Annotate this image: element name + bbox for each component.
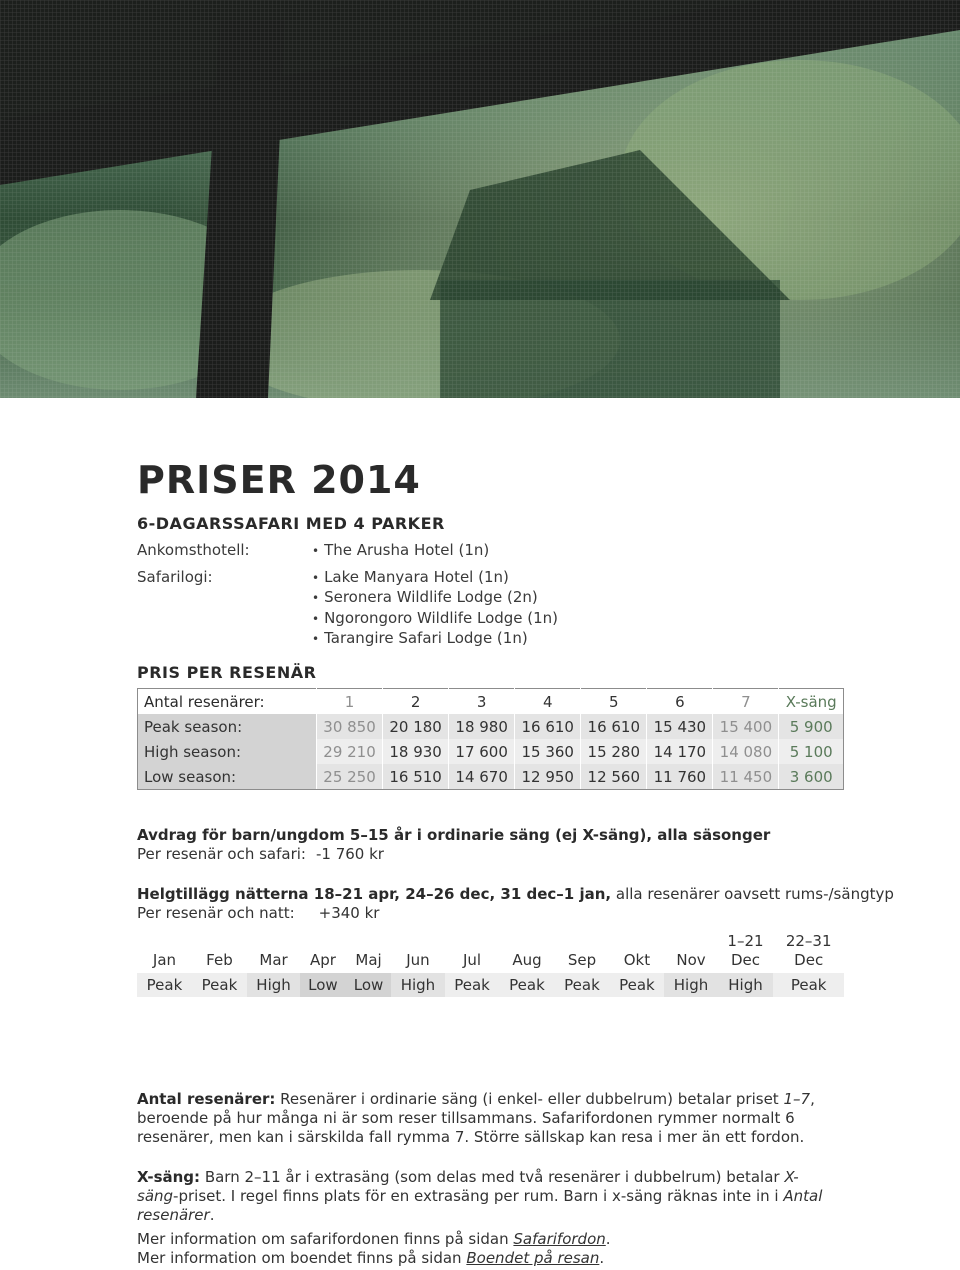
footer-text: .	[209, 1206, 215, 1224]
month-name: Dec	[730, 951, 760, 969]
table-cell: 20 180	[383, 714, 449, 739]
month-name: Apr	[309, 951, 336, 969]
month-header	[247, 928, 300, 973]
month-header	[718, 928, 774, 973]
lodges-row	[137, 568, 737, 650]
month-name: Jan	[152, 951, 177, 969]
month-header	[391, 928, 444, 973]
footer-text: Mer information om safarifordonen finns på sidan	[137, 1230, 509, 1248]
table-cell: 25 250	[317, 764, 383, 790]
footer-text: Mer information om boendet finns på sidan	[137, 1249, 462, 1267]
table-cell: 11 450	[713, 764, 779, 790]
month-season: Peak	[192, 973, 247, 997]
month-season: High	[718, 973, 774, 997]
discount-label: Per resenär och safari:	[137, 845, 306, 863]
col-header: 7	[713, 689, 779, 715]
month-season: High	[664, 973, 717, 997]
month-header	[300, 928, 346, 973]
table-cell: 5 100	[779, 739, 844, 764]
month-header-row	[137, 928, 844, 973]
page-title: PRISER 2014	[137, 458, 421, 502]
trip-subtitle: 6-DAGARSSAFARI MED 4 PARKER	[137, 514, 445, 533]
month-season: High	[391, 973, 444, 997]
footer-text: .	[599, 1249, 605, 1267]
footer-note-extra-bed	[137, 1168, 837, 1225]
table-cell: 16 510	[383, 764, 449, 790]
month-name: Okt	[623, 951, 651, 969]
month-header	[609, 928, 664, 973]
footer-term: X-säng:	[137, 1168, 201, 1186]
month-header	[500, 928, 555, 973]
table-cell: 15 400	[713, 714, 779, 739]
arrival-label: Ankomsthotell:	[137, 541, 250, 559]
table-row	[138, 739, 844, 764]
month-name: Dec	[794, 951, 824, 969]
table-header-row	[138, 689, 844, 715]
table-cell: 18 930	[383, 739, 449, 764]
lodges-label: Safarilogi:	[137, 567, 213, 586]
table-cell: 15 280	[581, 739, 647, 764]
col-header: 1	[317, 689, 383, 715]
footer-price-term: X-säng	[137, 1168, 799, 1205]
discount-line	[137, 845, 770, 864]
month-name: Sep	[567, 951, 597, 969]
col-header: 6	[647, 689, 713, 715]
table-cell: 12 560	[581, 764, 647, 790]
month-season: Peak	[609, 973, 664, 997]
month-season: High	[247, 973, 300, 997]
discount-note	[137, 826, 770, 864]
month-name: Jun	[406, 951, 430, 969]
table-cell: 30 850	[317, 714, 383, 739]
row-label: High season:	[138, 739, 317, 764]
price-section-heading: PRIS PER RESENÄR	[137, 663, 317, 682]
list-item: • Seronera Wildlife Lodge (2n)	[312, 588, 558, 609]
month-header	[192, 928, 247, 973]
link-safarifordon[interactable]: Safarifordon	[513, 1230, 606, 1248]
month-header	[554, 928, 609, 973]
hero-photo	[0, 0, 960, 398]
month-name: Aug	[512, 951, 542, 969]
month-season: Low	[346, 973, 392, 997]
col-header: X-säng	[779, 689, 844, 715]
surcharge-line	[137, 904, 894, 923]
col-header: 5	[581, 689, 647, 715]
footer-text: Barn 2–11 år i extrasäng (som delas med två resenärer i dubbelrum) betalar	[204, 1168, 780, 1186]
itinerary	[137, 541, 737, 650]
table-cell: 16 610	[581, 714, 647, 739]
month-name: Jul	[462, 951, 482, 969]
month-name: Feb	[206, 951, 233, 969]
table-cell: 14 080	[713, 739, 779, 764]
list-item: • Tarangire Safari Lodge (1n)	[312, 629, 558, 650]
month-season: Low	[300, 973, 346, 997]
arrival-hotels	[312, 541, 489, 562]
footer-term: Antal resenärer:	[137, 1090, 276, 1108]
month-header	[137, 928, 192, 973]
month-name: Mar	[259, 951, 288, 969]
month-header	[445, 928, 500, 973]
col-header: 2	[383, 689, 449, 715]
table-cell: 14 170	[647, 739, 713, 764]
month-season: Peak	[773, 973, 844, 997]
month-season: Peak	[554, 973, 609, 997]
list-item: • The Arusha Hotel (1n)	[312, 541, 489, 562]
table-cell: 11 760	[647, 764, 713, 790]
row-label: Peak season:	[138, 714, 317, 739]
table-cell: 15 430	[647, 714, 713, 739]
surcharge-heading-rest: alla resenärer oavsett rums-/sängtyp	[615, 885, 894, 903]
table-cell: 15 360	[515, 739, 581, 764]
table-row	[138, 714, 844, 739]
footer-text: .	[605, 1230, 611, 1248]
month-name: Nov	[676, 951, 706, 969]
surcharge-heading: Helgtillägg nätterna 18–21 apr, 24–26 dec, 31 dec–1 jan,	[137, 885, 612, 903]
table-row	[138, 764, 844, 790]
table-cell: 5 900	[779, 714, 844, 739]
header-label: Antal resenärer:	[138, 689, 317, 715]
table-cell: 16 610	[515, 714, 581, 739]
footer-text: , beroende på hur många ni är som reser tillsammans. Safarifordonen rymmer normalt 6 resenärer, men kan i särskilda fall rymma 7. Större sällskap kan resa i mer än ett fordon.	[137, 1090, 815, 1146]
footer-text: Resenärer i ordinarie säng (i enkel- eller dubbelrum) betalar priset	[280, 1090, 779, 1108]
month-header	[773, 928, 844, 973]
photo-net-window-icon	[0, 0, 960, 398]
surcharge-value: +340 kr	[318, 904, 380, 922]
table-cell: 3 600	[779, 764, 844, 790]
footer-note-travellers	[137, 1090, 837, 1147]
month-header	[664, 928, 717, 973]
month-season-row	[137, 973, 844, 997]
table-cell: 29 210	[317, 739, 383, 764]
price-table	[137, 688, 844, 790]
table-cell: 14 670	[449, 764, 515, 790]
link-boendet[interactable]: Boendet på resan	[466, 1249, 600, 1267]
month-range: 22–31	[785, 932, 832, 950]
surcharge-note	[137, 885, 894, 923]
footer-range: 1–7	[783, 1090, 811, 1108]
list-item: • Lake Manyara Hotel (1n)	[312, 568, 558, 589]
table-cell: 17 600	[449, 739, 515, 764]
discount-heading: Avdrag för barn/ungdom 5–15 år i ordinarie säng (ej X-säng), alla säsonger	[137, 826, 771, 844]
footer-more-info	[137, 1230, 837, 1268]
col-header: 3	[449, 689, 515, 715]
month-name: Maj	[355, 951, 382, 969]
season-calendar	[137, 928, 844, 997]
table-cell: 18 980	[449, 714, 515, 739]
month-season: Peak	[445, 973, 500, 997]
month-range: 1–21	[727, 932, 764, 950]
table-cell: 12 950	[515, 764, 581, 790]
month-season: Peak	[137, 973, 192, 997]
row-label: Low season:	[138, 764, 317, 790]
footer-text: -priset. I regel finns plats för en extrasäng per rum. Barn i x-säng räknas inte in i	[173, 1187, 779, 1205]
col-header: 4	[515, 689, 581, 715]
month-header	[346, 928, 392, 973]
arrival-row	[137, 541, 737, 562]
surcharge-label: Per resenär och natt:	[137, 904, 295, 922]
month-season: Peak	[500, 973, 555, 997]
discount-value: -1 760 kr	[315, 845, 384, 863]
footer-term-italic: Antal resenärer	[137, 1187, 823, 1224]
lodges-list	[312, 568, 558, 650]
list-item: • Ngorongoro Wildlife Lodge (1n)	[312, 609, 558, 630]
